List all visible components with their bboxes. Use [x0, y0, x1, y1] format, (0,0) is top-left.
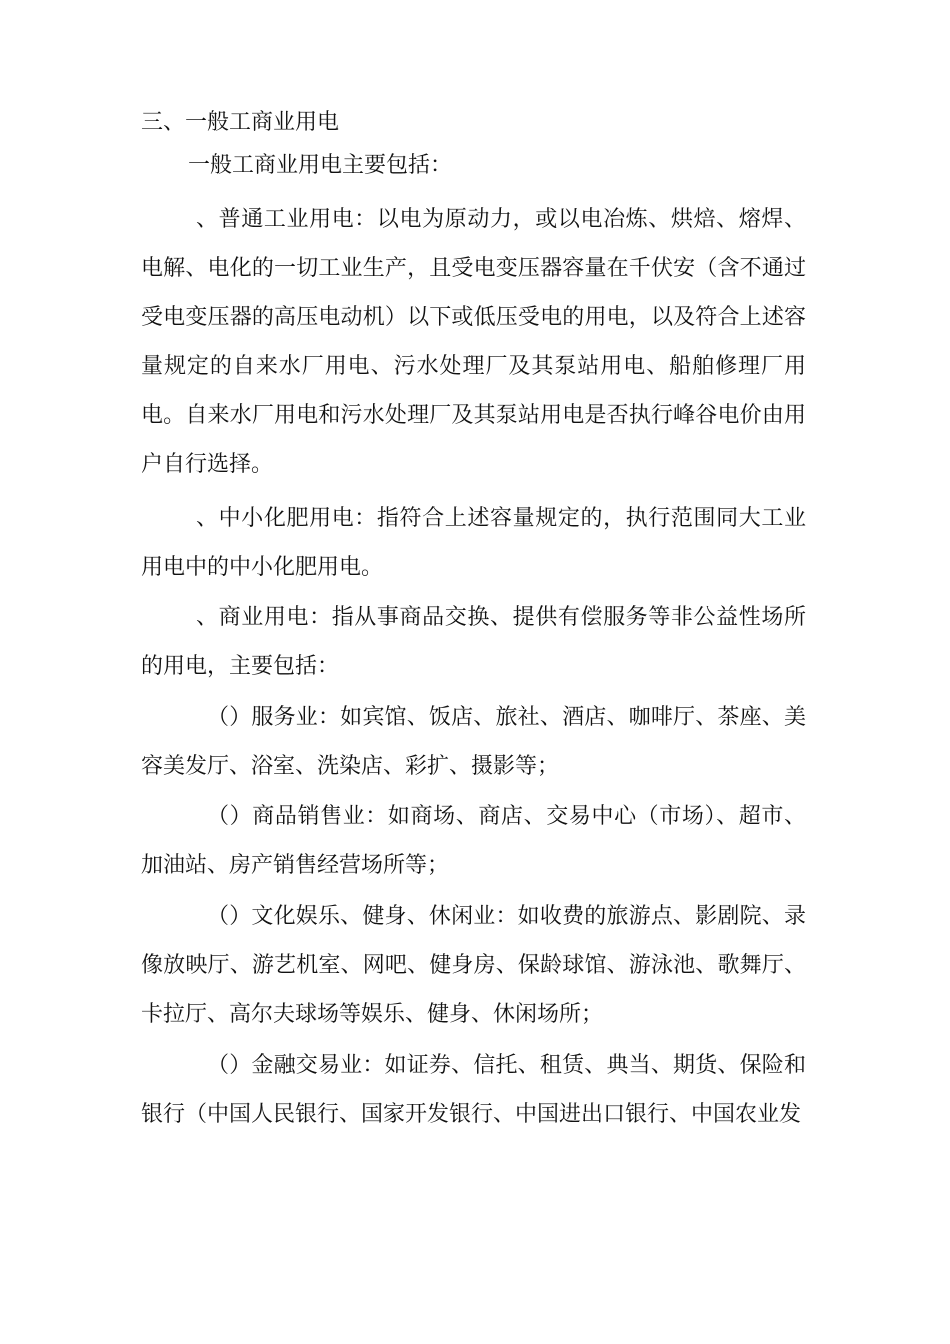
paragraph-finance: （）金融交易业：如证券、信托、租赁、典当、期货、保险和银行（中国人民银行、国家开发银行、中国进出口银行、中国农业发: [141, 1053, 806, 1127]
paragraph-sales: （）商品销售业：如商场、商店、交易中心（市场）、超市、加油站、房产销售经营场所等；: [141, 804, 806, 878]
section-heading: 三、一般工商业用电: [141, 110, 340, 135]
paragraph-services: （）服务业：如宾馆、饭店、旅社、酒店、咖啡厅、茶座、美容美发厅、浴室、洗染店、彩扩、摄影等；: [141, 705, 806, 779]
paragraph-entertainment: （）文化娱乐、健身、休闲业：如收费的旅游点、影剧院、录像放映厅、游艺机室、网吧、健身房、保龄球馆、游泳池、歌舞厅、卡拉厅、高尔夫球场等娱乐、健身、休闲场所；: [141, 904, 806, 1027]
paragraph-industrial: 、普通工业用电：以电为原动力，或以电冶炼、烘焙、熔焊、电解、电化的一切工业生产，且受电变压器容量在千伏安（含不通过受电变压器的高压电动机）以下或低压受电的用电，以及符合上述容量规定的自来水厂用电、污水处理厂及其泵站用电、船舶修理厂用电。自来水厂用电和污水处理厂及其泵站用电是否执行峰谷电价由用户自行选择。: [141, 207, 806, 477]
intro-line: 一般工商业用电主要包括：: [188, 153, 453, 178]
paragraph-fertilizer: 、中小化肥用电：指符合上述容量规定的，执行范围同大工业用电中的中小化肥用电。: [141, 506, 806, 580]
paragraph-commercial: 、商业用电：指从事商品交换、提供有偿服务等非公益性场所的用电，主要包括：: [141, 605, 806, 679]
